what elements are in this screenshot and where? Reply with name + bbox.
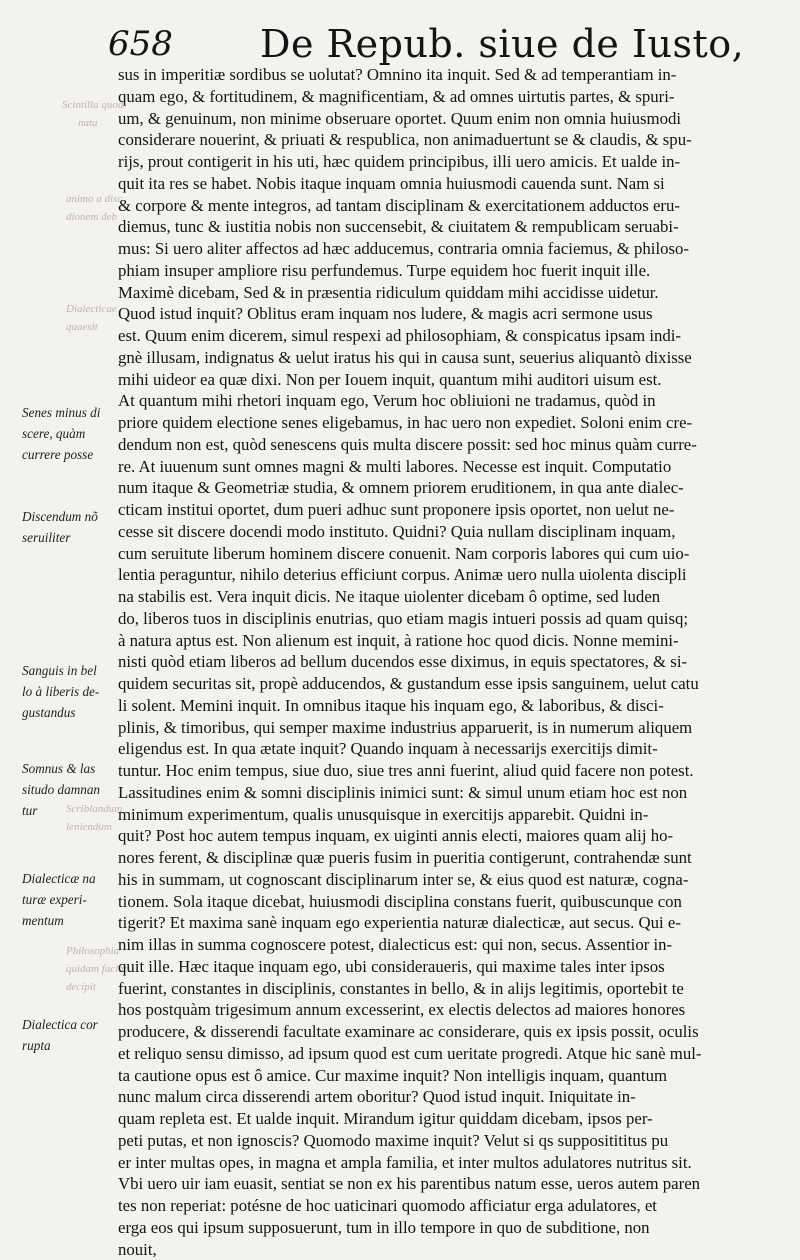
text-line: et reliquo sensu dimisso, ad ipsum quod est cum ueritate progredi. Atque hic sanè mul- bbox=[118, 1043, 780, 1065]
text-line: & corpore & mente integros, ad tantam disciplinam & exercitationem adductos eru- bbox=[118, 195, 780, 217]
margin-note-line: scere, quàm bbox=[22, 423, 118, 444]
running-head bbox=[108, 18, 780, 66]
text-line: mihi uideor ea quæ dixi. Non per Iouem inquit, quantum mihi auditori uisum est. bbox=[118, 369, 780, 391]
bleed-through-text: Philosophia bbox=[66, 942, 119, 960]
bleed-through-text: Scriblandum bbox=[66, 800, 122, 818]
text-line: plinis, & timoribus, qui semper maxime industrius apparuerit, is in numerum aliquem bbox=[118, 717, 780, 739]
text-line: priore quidem electione senes eligebamus, in hac uero non expediet. Soloni enim cre- bbox=[118, 412, 780, 434]
margin-note bbox=[22, 660, 118, 723]
margin-note bbox=[22, 868, 118, 931]
margin-note-line: Dialecticæ na bbox=[22, 868, 118, 889]
text-line: dendum non est, quòd senescens quis multa discere possit: sed hoc minus quàm curre- bbox=[118, 434, 780, 456]
bleed-through-text: quidam faciat bbox=[66, 960, 127, 978]
text-line: producere, & disserendi facultate examinare ac considerare, quis ex ipsis possit, oculis bbox=[118, 1021, 780, 1043]
body-text bbox=[118, 64, 780, 1260]
text-line: um, & genuinum, non minime obseruare oportet. Quum enim non omnia huiusmodi bbox=[118, 108, 780, 130]
text-line: er inter multas opes, in magna et ampla familia, et inter multos adulatores nutritus sit. bbox=[118, 1152, 780, 1174]
bleed-through-text: decipit bbox=[66, 978, 96, 996]
text-line: nim illas in summa cognoscere potest, dialecticus est: qui non, secus. Assentior in- bbox=[118, 934, 780, 956]
page-number: 658 bbox=[108, 24, 173, 64]
bleed-through-text: animo a disc bbox=[66, 190, 122, 208]
text-line: Lassitudines enim & somni disciplinis inimici sunt: & simul unum etiam hoc est non bbox=[118, 782, 780, 804]
text-line: minimum experimentum, qualis unusquisque in exercitijs apparebit. Quidni in- bbox=[118, 804, 780, 826]
margin-note bbox=[22, 1014, 118, 1056]
text-line: rijs, prout contigerit in his uti, hæc quidem principibus, illi uero amicis. Et ualde in- bbox=[118, 151, 780, 173]
text-line: do, liberos tuos in disciplinis enutrias, quo etiam magis intueri possis ad quam quisq; bbox=[118, 608, 780, 630]
margin-note-line: rupta bbox=[22, 1035, 118, 1056]
text-line: At quantum mihi rhetori inquam ego, Verum hoc obliuioni ne tradamus, quòd in bbox=[118, 390, 780, 412]
text-line: Vbi uero uir iam euasit, sentiat se non ex his parentibus natum esse, ueros autem paren bbox=[118, 1173, 780, 1195]
margin-note-line: tur bbox=[22, 800, 118, 821]
bleed-through-text: Scintilla quod bbox=[62, 96, 123, 114]
margin-note-line: lo à liberis de- bbox=[22, 681, 118, 702]
text-line: ta cautione opus est ô amice. Cur maxime inquit? Non intelligis inquam, quantum bbox=[118, 1065, 780, 1087]
text-line: phiam insuper ampliore risu perfundemus. Turpe equidem hoc fuerit inquit ille. bbox=[118, 260, 780, 282]
text-line: li solent. Memini inquit. In omnibus itaque his inquam ego, & laboribus, & disci- bbox=[118, 695, 780, 717]
text-line: na stabilis est. Vera inquit dicis. Ne itaque uiolenter dicebam ô optime, sed luden bbox=[118, 586, 780, 608]
text-line: his in summam, ut cognoscant disciplinarum inter se, & eius quod est naturæ, cogna- bbox=[118, 869, 780, 891]
margin-note-line: Dialectica cor bbox=[22, 1014, 118, 1035]
text-line: peti putas, et non ignoscis? Quomodo maxime inquit? Velut si qs suppositititus pu bbox=[118, 1130, 780, 1152]
margin-note-line: gustandus bbox=[22, 702, 118, 723]
text-line: re. At iuuenum sunt omnes magni & multi labores. Necesse est inquit. Computatio bbox=[118, 456, 780, 478]
bleed-through-text: dionem deb bbox=[66, 208, 117, 226]
margin-note-line: currere posse bbox=[22, 444, 118, 465]
text-line: quam ego, & fortitudinem, & magnificentiam, & ad omnes uirtutis partes, & spuri- bbox=[118, 86, 780, 108]
text-line: tigerit? Et maxima sanè inquam ego experientia naturæ dialecticæ, aut secus. Qui e- bbox=[118, 912, 780, 934]
running-title: De Repub. siue de Iusto, bbox=[260, 22, 744, 66]
bleed-through-text: Dialecticae bbox=[66, 300, 117, 318]
text-line: mus: Si uero aliter affectos ad hæc adducemus, contraria omnia faciemus, & philoso- bbox=[118, 238, 780, 260]
text-line: fuerint, constantes in disciplinis, constantes in bello, & in alijs legitimis, oportebit te bbox=[118, 978, 780, 1000]
text-line: nores ferent, & disciplinæ quæ pueris fusim in pueritia contigerunt, contrahendæ sunt bbox=[118, 847, 780, 869]
bleed-through-text: leniendum bbox=[66, 818, 112, 836]
text-line: num itaque & Geometriæ studia, & omnem priorem eruditionem, in qua ante dialec- bbox=[118, 477, 780, 499]
margin-notes bbox=[0, 0, 112, 1226]
text-line: nunc malum circa disserendi artem oboritur? Quod istud inquit. Iniquitate in- bbox=[118, 1086, 780, 1108]
text-line: tes non reperiat: potésne de hoc uaticinari quomodo afficiatur erga adulatores, et bbox=[118, 1195, 780, 1217]
text-line: tuntur. Hoc enim tempus, siue duo, siue tres anni fuerint, aliud quid facere non potest. bbox=[118, 760, 780, 782]
margin-note-line: Senes minus di bbox=[22, 402, 118, 423]
text-line: quam repleta est. Et ualde inquit. Mirandum igitur quiddam dicebam, ipsos per- bbox=[118, 1108, 780, 1130]
text-line: eligendus est. In qua ætate inquit? Quando inquam à necessarijs exercitijs dimit- bbox=[118, 738, 780, 760]
margin-note-line: Discendum nõ bbox=[22, 506, 118, 527]
margin-note-line: Sanguis in bel bbox=[22, 660, 118, 681]
margin-note-line: situdo damnan bbox=[22, 779, 118, 800]
text-line: Quod istud inquit? Oblitus eram inquam nos ludere, & magis acri sermone usus bbox=[118, 303, 780, 325]
bleed-through-text: quaesit bbox=[66, 318, 98, 336]
text-line: cesse sit discere docendi modo instituto. Quidni? Quia nullam disciplinam inquam, bbox=[118, 521, 780, 543]
text-line: sus in imperitiæ sordibus se uolutat? Omnino ita inquit. Sed & ad temperantiam in- bbox=[118, 64, 780, 86]
text-line: lentia peraguntur, nihilo deterius efficiunt corpus. Animæ uero nulla uiolenta discipli bbox=[118, 564, 780, 586]
text-line: tionem. Sola itaque dicebat, huiusmodi disciplina constans fuerit, quibuscunque con bbox=[118, 891, 780, 913]
margin-note-line: mentum bbox=[22, 910, 118, 931]
text-line: à natura aptus est. Non alienum est inquit, à ratione hoc quod dicis. Nonne memini- bbox=[118, 630, 780, 652]
text-line: gnè illusam, indignatus & uelut iratus his qui in causa sunt, seuerius aliquantò dixisse bbox=[118, 347, 780, 369]
text-line: hos postquàm trigesimum annum excesserint, ex electis delectos ad maiores honores bbox=[118, 999, 780, 1021]
margin-note-line: turæ experi- bbox=[22, 889, 118, 910]
text-line: considerare nouerint, & priuati & respublica, non animaduertunt se & claudis, & spu- bbox=[118, 129, 780, 151]
margin-note bbox=[22, 402, 118, 465]
margin-note bbox=[22, 758, 118, 821]
text-line: quit? Post hoc autem tempus inquam, ex uiginti annis electi, maiores quam alij ho- bbox=[118, 825, 780, 847]
text-line: erga eos qui ipsum supposuerunt, tum in illo tempore in quo de subditione, non bbox=[118, 1217, 780, 1239]
text-line: quidem securitas sit, propè adducendos, & gustandum esse ipsis sanguinem, uelut catu bbox=[118, 673, 780, 695]
bleed-through-text: nata bbox=[78, 114, 98, 132]
text-line: quit ille. Hæc itaque inquam ego, ubi consideraueris, qui maxime tales inter ipsos bbox=[118, 956, 780, 978]
margin-note bbox=[22, 506, 118, 548]
text-line: diemus, tunc & iustitia nobis non succensebit, & ciuitatem & rempublicam seruabi- bbox=[118, 216, 780, 238]
text-line: nouit, bbox=[118, 1239, 780, 1260]
margin-note-line: Somnus & las bbox=[22, 758, 118, 779]
text-line: nisti quòd etiam liberos ad bellum ducendos esse diximus, in equis spectatores, & si- bbox=[118, 651, 780, 673]
text-line: cum seruitute liberum hominem discere conuenit. Nam corporis labores qui cum uio- bbox=[118, 543, 780, 565]
text-line: Maximè dicebam, Sed & in præsentia ridiculum quiddam mihi accidisse uidetur. bbox=[118, 282, 780, 304]
text-line: quit ita res se habet. Nobis itaque inquam omnia huiusmodi cauenda sunt. Nam si bbox=[118, 173, 780, 195]
text-line: est. Quum enim dicerem, simul respexi ad philosophiam, & conspicatus ipsam indi- bbox=[118, 325, 780, 347]
text-line: cticam institui oportet, dum pueri adhuc sunt proponere ipsis oportet, non uelut ne- bbox=[118, 499, 780, 521]
margin-note-line: seruiliter bbox=[22, 527, 118, 548]
